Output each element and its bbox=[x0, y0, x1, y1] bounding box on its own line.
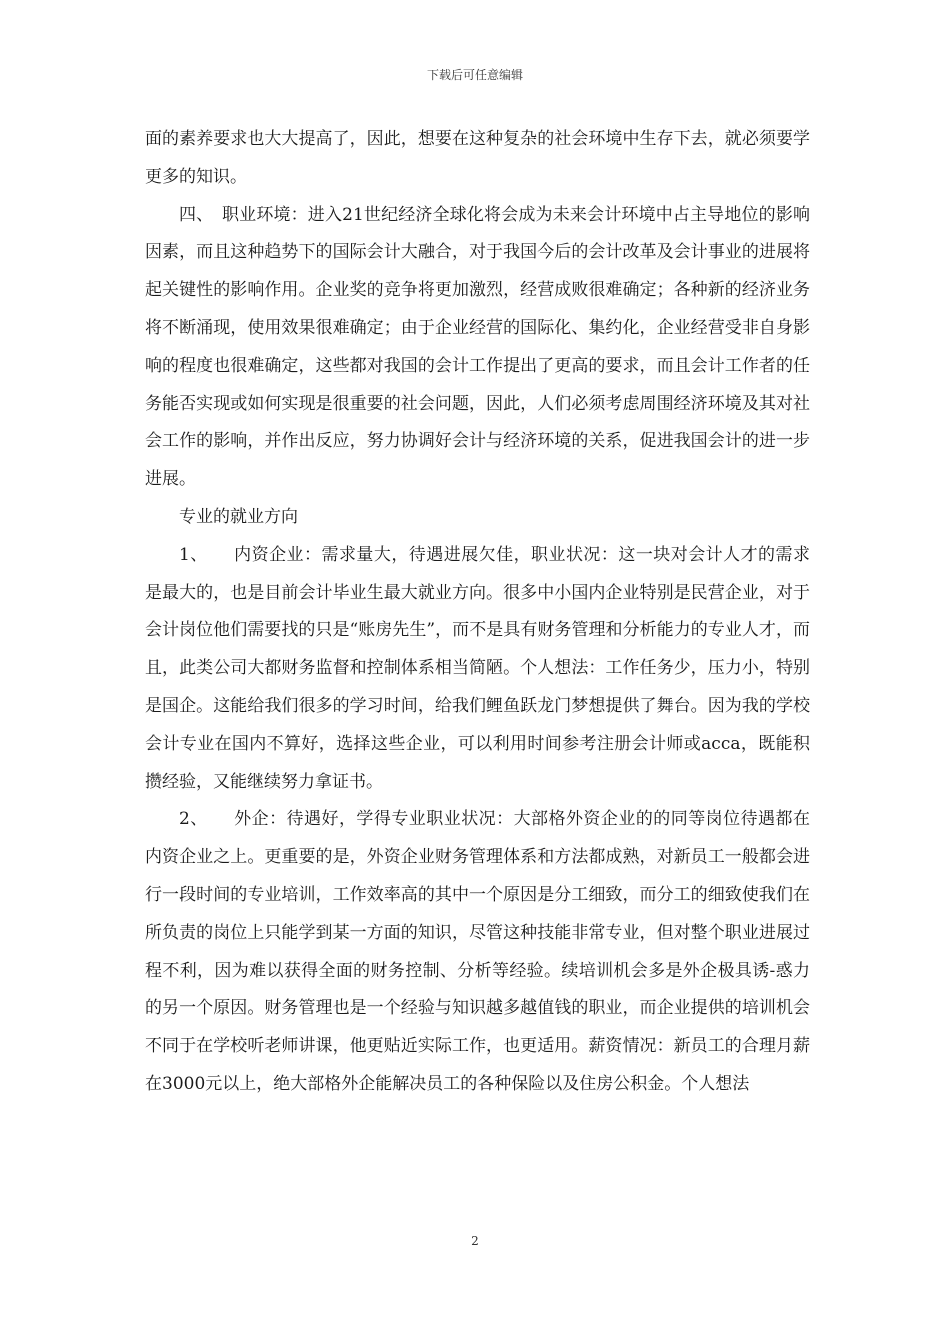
page-number: 2 bbox=[471, 1234, 479, 1248]
paragraph-domestic-enterprise: 1、 内资企业：需求量大，待遇进展欠佳，职业状况：这一块对会计人才的需求是最大的，也是目前会计毕业生最大就业方向。很多中小国内企业特别是民营企业，对于会计岗位他们需要找的只是“账房先生”，而不是具有财务管理和分析能力的专业人才，而且，此类公司大都财务监督和控制体系相当简陋。个人想法：工作任务少，压力小，特别是国企。这能给我们很多的学习时间，给我们鲤鱼跃龙门梦想提供了舞台。因为我的学校会计专业在国内不算好，选择这些企业，可以利用时间参考注册会计师或acca，既能积攒经验，又能继续努力拿证书。 bbox=[145, 544, 810, 792]
paragraph-continuation: 面的素养要求也大大提高了，因此，想要在这种复杂的社会环境中生存下去，就必须要学更多的知识。 bbox=[145, 129, 810, 187]
paragraph-foreign-enterprise: 2、 外企：待遇好，学得专业职业状况：大部格外资企业的的同等岗位待遇都在内资企业之上。更重要的是，外资企业财务管理体系和方法都成熟，对新员工一般都会进行一段时间的专业培训，工作效率高的其中一个原因是分工细致，而分工的细致使我们在所负责的岗位上只能学到某一方面的知识，尽管这种技能非常专业，但对整个职业进展过程不利，因为难以获得全面的财务控制、分析等经验。续培训机会多是外企极具诱-惑力的另一个原因。财务管理也是一个经验与知识越多越值钱的职业，而企业提供的培训机会不同于在学校听老师讲课，他更贴近实际工作，也更适用。薪资情况：新员工的合理月薪在3000元以上，绝大部格外企能解决员工的各种保险以及住房公积金。个人想法 bbox=[145, 809, 810, 1094]
section-heading-employment: 专业的就业方向 bbox=[179, 506, 298, 527]
paragraph-career-environment: 四、 职业环境：进入21世纪经济全球化将会成为未来会计环境中占主导地位的影响因素，而且这种趋势下的国际会计大融合，对于我国今后的会计改革及会计事业的进展将起关键性的影响作用。企业奖的竞争将更加激烈，经营成败很难确定；各种新的经济业务将不断涌现，使用效果很难确定；由于企业经营的国际化、集约化，企业经营受非自身影响的程度也很难确定，这些都对我国的会计工作提出了更高的要求，而且会计工作者的任务能否实现或如何实现是很重要的社会问题，因此，人们必须考虑周围经济环境及其对社会工作的影响，并作出反应，努力协调好会计与经济环境的关系，促进我国会计的进一步进展。 bbox=[145, 204, 810, 490]
document-body bbox=[145, 121, 810, 1104]
page-header: 下载后可任意编辑 bbox=[426, 68, 523, 82]
